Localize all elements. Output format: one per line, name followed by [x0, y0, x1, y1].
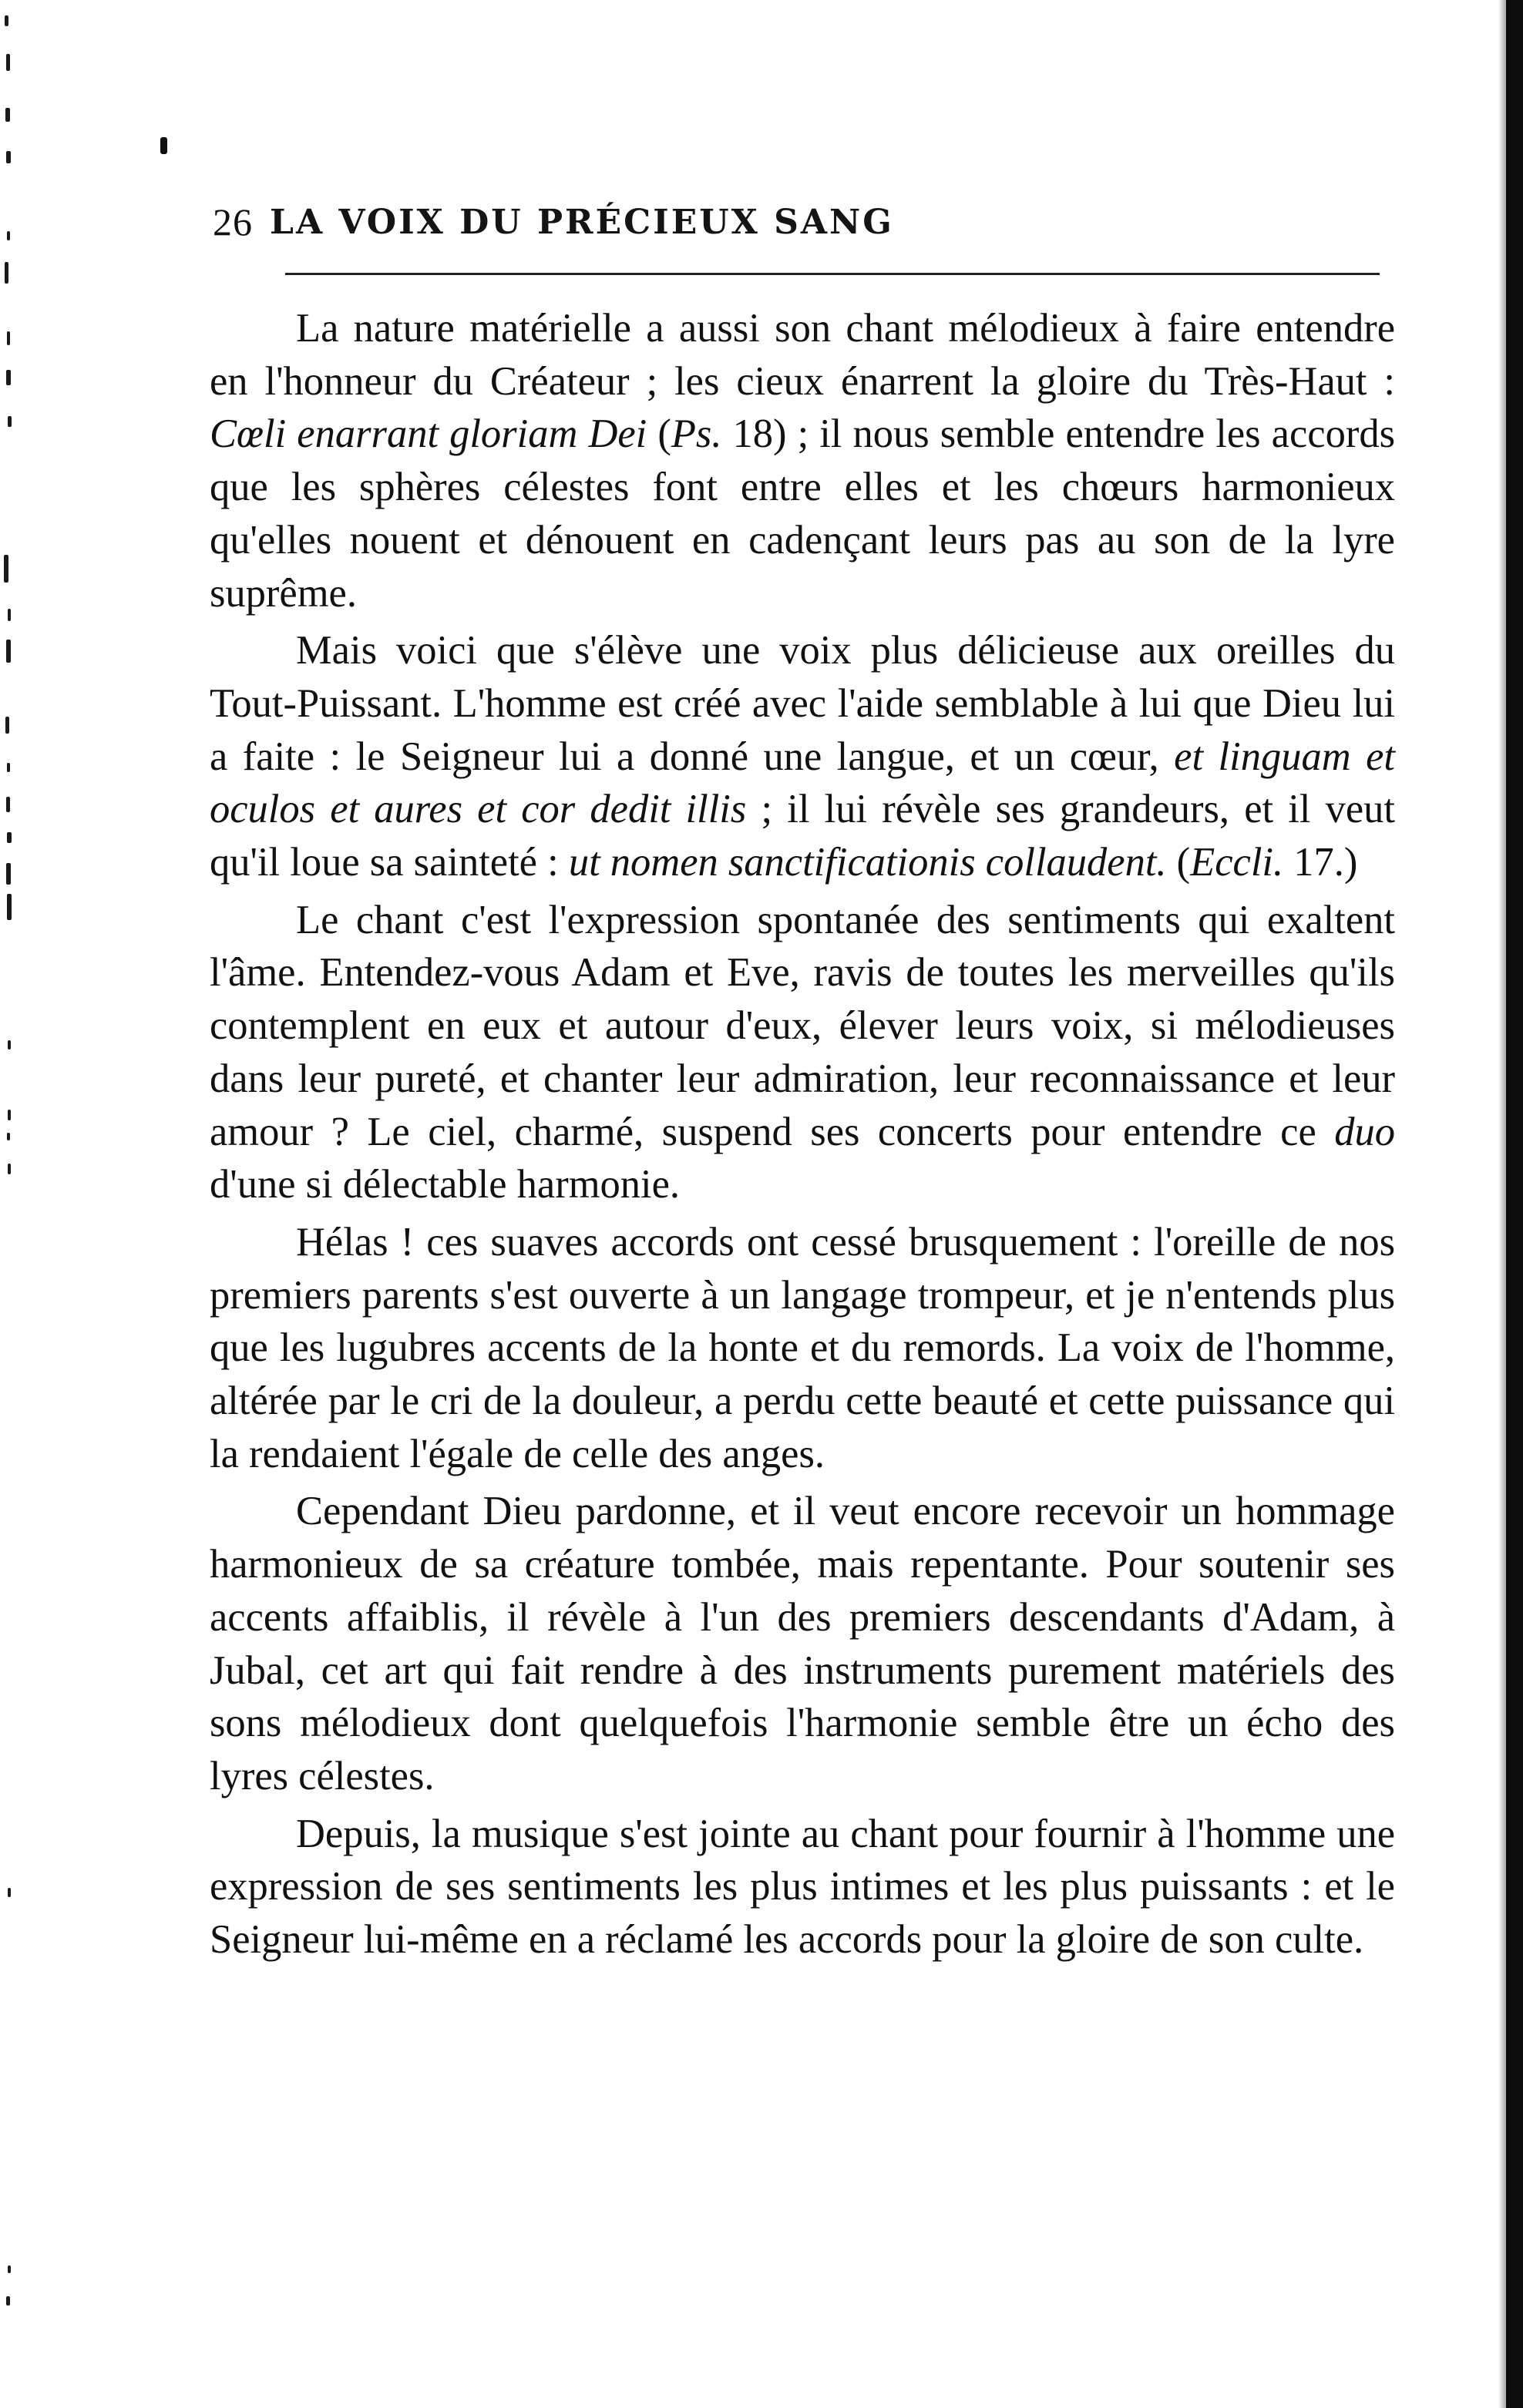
margin-speck [6, 151, 11, 163]
paragraph [210, 1485, 1395, 1802]
text-segment: Hélas ! ces suaves accords ont cessé brusquement : l'oreille de nos premiers parents s'est ouverte à un langage trompeur, et je n'entends plus que les lugubres accents de la honte et du remords. La voix de l'homme, altérée par le cri de la douleur, a perdu cette beauté et cette puissance qui la rendaient l'égale de celle des anges. [210, 1219, 1395, 1476]
text-segment: Cependant Dieu pardonne, et il veut encore recevoir un hommage harmonieux de sa créature tombée, mais repentante. Pour soutenir ses accents affaiblis, il révèle à l'un des premiers descendants d'Adam, à Jubal, cet art qui fait rendre à des instruments purement matériels des sons mélodieux dont quelquefois l'harmonie semble être un écho des lyres célestes. [210, 1489, 1395, 1798]
latin-quote: et linguam et oculos et aures et cor dedit illis [210, 734, 1395, 832]
body-text [210, 302, 1395, 1966]
text-segment: 18) ; il nous semble entendre les accords que les sphères célestes font entre elles et les chœurs harmonieux qu'elles nouent et dénouent en cadençant leurs pas au son de la lyre suprême. [210, 411, 1396, 616]
margin-speck [7, 331, 10, 345]
italic-word: duo [1334, 1109, 1395, 1154]
margin-speck [6, 863, 11, 885]
citation-book: Ps. [671, 411, 722, 457]
running-head [213, 191, 1369, 253]
margin-speck [4, 555, 8, 583]
text-segment: ( [1166, 840, 1191, 885]
margin-speck [6, 54, 10, 71]
latin-quote: ut nomen sanctificationis collaudent. [568, 840, 1167, 885]
text-segment: 17.) [1283, 840, 1358, 885]
paragraph [210, 1808, 1395, 1966]
text-segment: ( [647, 411, 671, 457]
margin-speck [8, 2265, 11, 2273]
margin-speck [8, 416, 12, 427]
paragraph [210, 624, 1395, 889]
text-segment: ; il lui révèle ses grandeurs, et il veut qu'il loue sa sainteté : [210, 787, 1396, 885]
margin-speck [7, 763, 10, 772]
margin-speck [6, 370, 11, 385]
margin-speck [5, 108, 10, 122]
margin-speck [7, 894, 12, 920]
margin-speck [7, 832, 12, 843]
margin-speck [8, 609, 11, 621]
header-rule [285, 273, 1380, 275]
paragraph [210, 894, 1395, 1211]
margin-speck [6, 797, 10, 812]
ink-mark [160, 137, 167, 154]
text-segment: Mais voici que s'élève une voix plus délicieuse aux oreilles du Tout-Puissant. L'homme est créé avec l'aide semblable à lui que Dieu lui a faite : le Seigneur lui a donné une langue, et un cœur, [210, 628, 1395, 779]
margin-speck [8, 1040, 11, 1050]
text-segment: Depuis, la musique s'est jointe au chant pour fournir à l'homme une expression de ses sentiments les plus intimes et les plus puissants : et le Seigneur lui-même en a réclamé les accords pour la gloire de son culte. [210, 1811, 1395, 1963]
margin-speck [8, 1110, 11, 1120]
margin-speck [5, 15, 8, 26]
text-segment: Le chant c'est l'expression spontanée des sentiments qui exaltent l'âme. Entendez-vous Adam et Eve, ravis de toutes les merveilles qu'ils contemplent en eux et autour d'eux, élever leurs voix, si mélodieuses dans leur pureté, et chanter leur admiration, leur reconnaissance et leur amour ? Le ciel, charmé, suspend ses concerts pour entendre ce [210, 897, 1395, 1154]
margin-speck [8, 1888, 11, 1897]
text-segment: d'une si délectable harmonie. [210, 1162, 681, 1207]
margin-speck [7, 1133, 10, 1140]
citation-book: Eccli. [1190, 840, 1284, 885]
paragraph [210, 1216, 1395, 1481]
page-number: 26 [213, 200, 253, 243]
binding-edge [1506, 0, 1523, 2408]
paragraph [210, 302, 1395, 620]
latin-quote: Cœli enarrant gloriam Dei [210, 411, 647, 457]
margin-speck [5, 262, 8, 284]
margin-speck [8, 1164, 11, 1174]
margin-speck [6, 2296, 10, 2306]
margin-speck [7, 231, 10, 240]
margin-speck [6, 640, 11, 663]
text-segment: La nature matérielle a aussi son chant mélodieux à faire entendre en l'honneur du Créateur ; les cieux énarrent la gloire du Très-Haut : [210, 306, 1395, 404]
margin-speck [5, 717, 9, 734]
binding-shadow [1498, 0, 1506, 2408]
running-title: LA VOIX DU PRÉCIEUX SANG [270, 202, 894, 242]
